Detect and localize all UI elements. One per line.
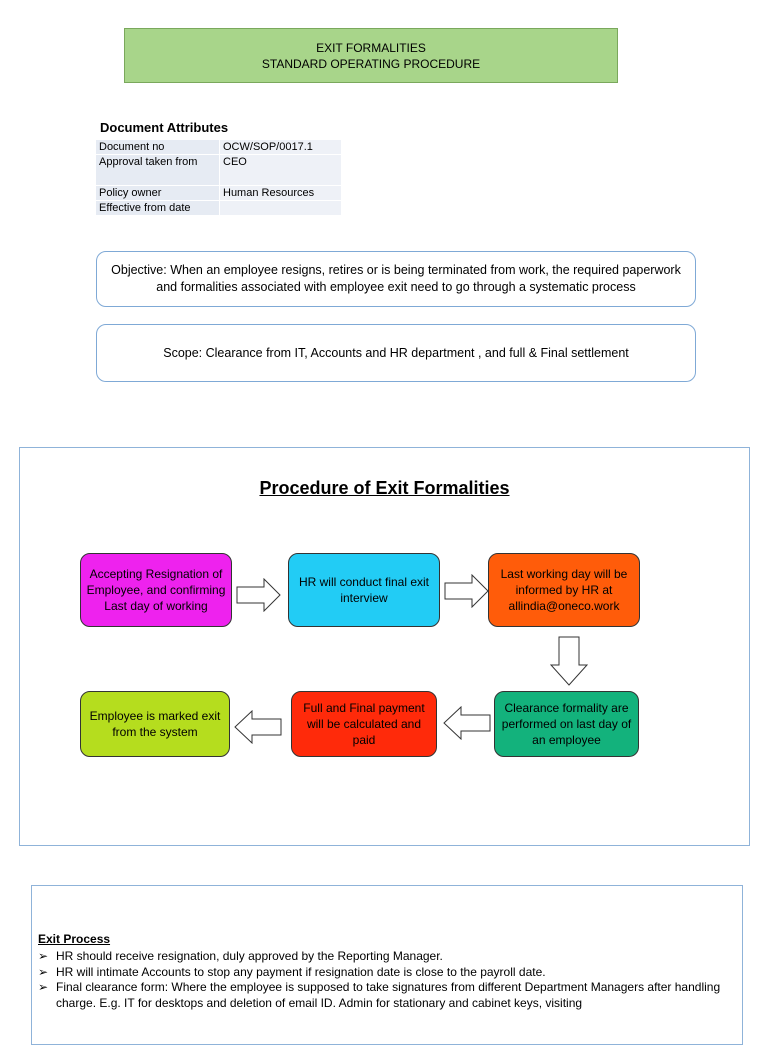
- procedure-title: Procedure of Exit Formalities: [259, 478, 510, 498]
- step-text: Clearance formality are performed on last day of an employee: [501, 701, 632, 747]
- flow-step-marked-exit: [80, 691, 230, 757]
- arrow-down-icon: [550, 636, 588, 686]
- step-text: Full and Final payment will be calculated and paid: [303, 701, 425, 747]
- attr-value: OCW/SOP/0017.1: [220, 140, 342, 155]
- list-item: [38, 949, 738, 965]
- bullet-arrow-icon: ➢: [38, 949, 49, 963]
- procedure-frame: [19, 447, 750, 846]
- bullet-arrow-icon: ➢: [38, 980, 49, 994]
- step-text: Accepting Resignation of Employee, and confirming Last day of working: [86, 567, 226, 613]
- step-text: Employee is marked exit from the system: [89, 709, 221, 739]
- list-item-text: Final clearance form: Where the employee is supposed to take signatures from different Department Managers after handling charge. E.g. IT for desktops and deletion of email ID. Admin for stationary and cabinet keys, visiting: [56, 980, 721, 1010]
- attr-label: Policy owner: [96, 186, 220, 201]
- objective-text: Objective: When an employee resigns, retires or is being terminated from work, the required paperwork and formalities associated with employee exit need to go through a systematic process: [111, 263, 681, 294]
- arrow-right-icon: [236, 578, 282, 612]
- table-row: [96, 140, 341, 155]
- scope-text: Scope: Clearance from IT, Accounts and HR department , and full & Final settlement: [163, 345, 629, 360]
- attributes-heading: Document Attributes: [100, 120, 229, 135]
- flow-step-last-working-day: [488, 553, 640, 627]
- attr-label: Document no: [96, 140, 220, 155]
- attr-label: Effective from date: [96, 201, 220, 216]
- list-item: [38, 980, 738, 1011]
- objective-box: [96, 251, 696, 307]
- attr-value: CEO: [220, 155, 342, 186]
- flow-step-exit-interview: [288, 553, 440, 627]
- list-item: [38, 965, 738, 981]
- arrow-left-icon: [234, 710, 282, 744]
- attr-value: Human Resources: [220, 186, 342, 201]
- title-line-1: EXIT FORMALITIES: [316, 40, 426, 55]
- table-row: [96, 155, 341, 186]
- document-title: [124, 28, 618, 83]
- step-text: HR will conduct final exit interview: [298, 575, 430, 605]
- bullet-arrow-icon: ➢: [38, 964, 49, 979]
- flow-step-accept-resignation: [80, 553, 232, 627]
- table-row: [96, 186, 341, 201]
- flow-step-final-payment: [291, 691, 437, 757]
- arrow-right-icon: [444, 574, 490, 608]
- attr-value: [220, 201, 342, 216]
- list-item-text: HR should receive resignation, duly approved by the Reporting Manager.: [56, 949, 443, 963]
- table-row: [96, 201, 341, 216]
- attr-label: Approval taken from: [96, 155, 220, 186]
- title-line-2: STANDARD OPERATING PROCEDURE: [261, 56, 481, 71]
- flow-step-clearance: [494, 691, 639, 757]
- attributes-table: [96, 140, 341, 216]
- arrow-left-icon: [443, 706, 491, 740]
- step-text: Last working day will be informed by HR at allindia@oneco.work: [500, 567, 628, 613]
- exit-process-heading: Exit Process: [38, 932, 111, 946]
- scope-box: [96, 324, 696, 382]
- exit-process-list: [38, 949, 738, 1011]
- list-item-text: HR will intimate Accounts to stop any payment if resignation date is close to the payroll date.: [56, 964, 546, 979]
